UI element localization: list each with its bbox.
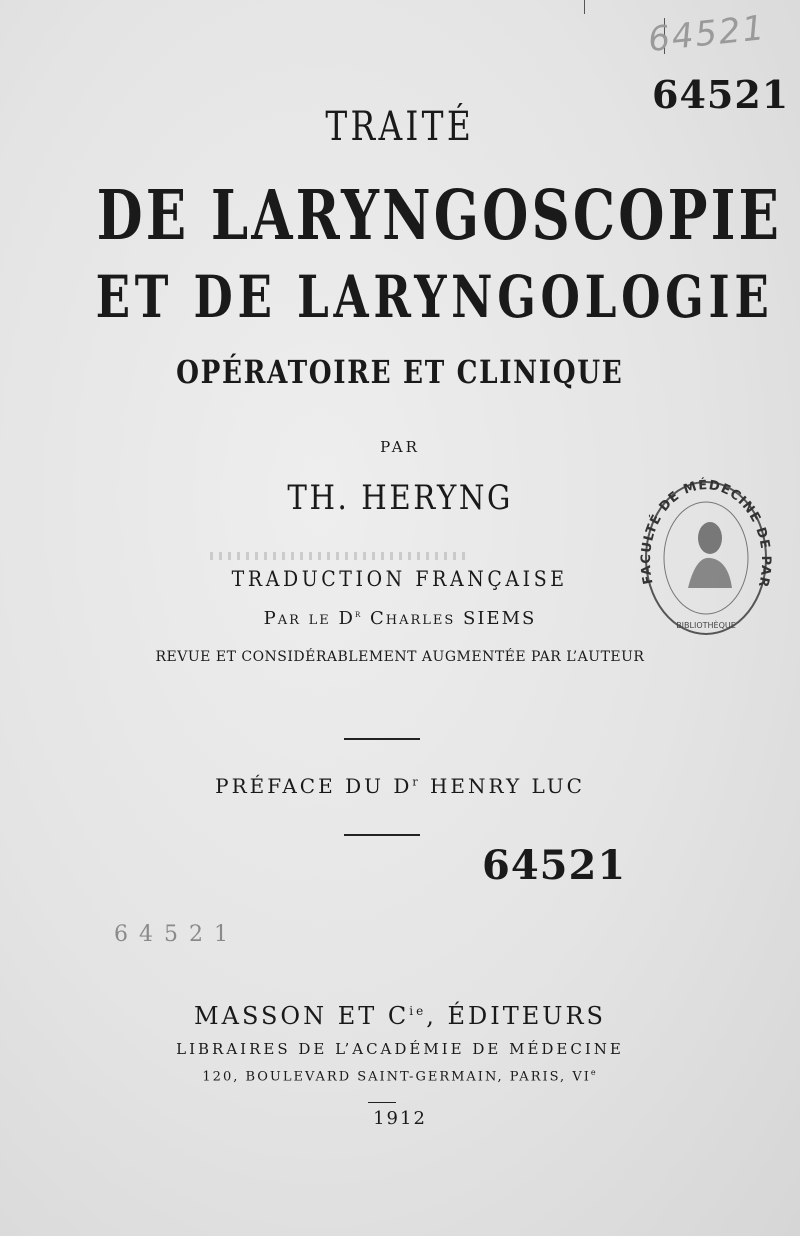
handwritten-inventory-number: 64521	[646, 7, 768, 61]
library-stamp-seal	[636, 468, 776, 638]
publication-year: 1912	[373, 1108, 427, 1129]
bleed-through-mark	[210, 552, 470, 560]
inventory-number-left: 6 4 5 2 1	[114, 922, 230, 947]
translation-heading: TRADUCTION FRANÇAISE	[231, 567, 568, 591]
margin-mark	[584, 0, 585, 14]
subtitle: OPÉRATOIRE ET CLINIQUE	[176, 353, 624, 391]
svg-text:BIBLIOTHÈQUE: BIBLIOTHÈQUE	[676, 621, 736, 630]
title-line-2: DE LARYNGOSCOPIE	[96, 176, 783, 256]
title-line-3: ET DE LARYNGOLOGIE	[95, 263, 774, 331]
separator-rule	[344, 738, 420, 740]
inventory-number-middle: 64521	[482, 842, 627, 889]
svg-text:FACULTÉ DE MÉDECINE DE PARIS: FACULTÉ DE MÉDECINE DE PAR	[638, 478, 774, 590]
title-line-1: TRAITÉ	[325, 104, 475, 150]
publisher-address: 120, BOULEVARD SAINT-GERMAIN, PARIS, VIe	[202, 1068, 598, 1085]
publisher-name: MASSON ET $C^{ie}$, ÉDITEURS	[194, 1002, 606, 1030]
author-name: TH. HERYNG	[287, 478, 513, 518]
publisher-line-2: LIBRAIRES DE L’ACADÉMIE DE MÉDECINE	[176, 1040, 624, 1058]
preface-line: PRÉFACE DU $D^r$ HENRY LUC	[215, 774, 585, 798]
translator-line: Par le $D^r$ Charles SIEMS	[263, 608, 537, 629]
by-label: PAR	[380, 438, 420, 456]
inventory-number-top: 64521	[652, 72, 790, 117]
revision-note: REVUE ET CONSIDÉRABLEMENT AUGMENTÉE PAR L’AUTEUR	[155, 649, 645, 665]
year-rule	[368, 1102, 396, 1103]
library-stamp	[636, 468, 776, 638]
separator-rule	[344, 834, 420, 836]
